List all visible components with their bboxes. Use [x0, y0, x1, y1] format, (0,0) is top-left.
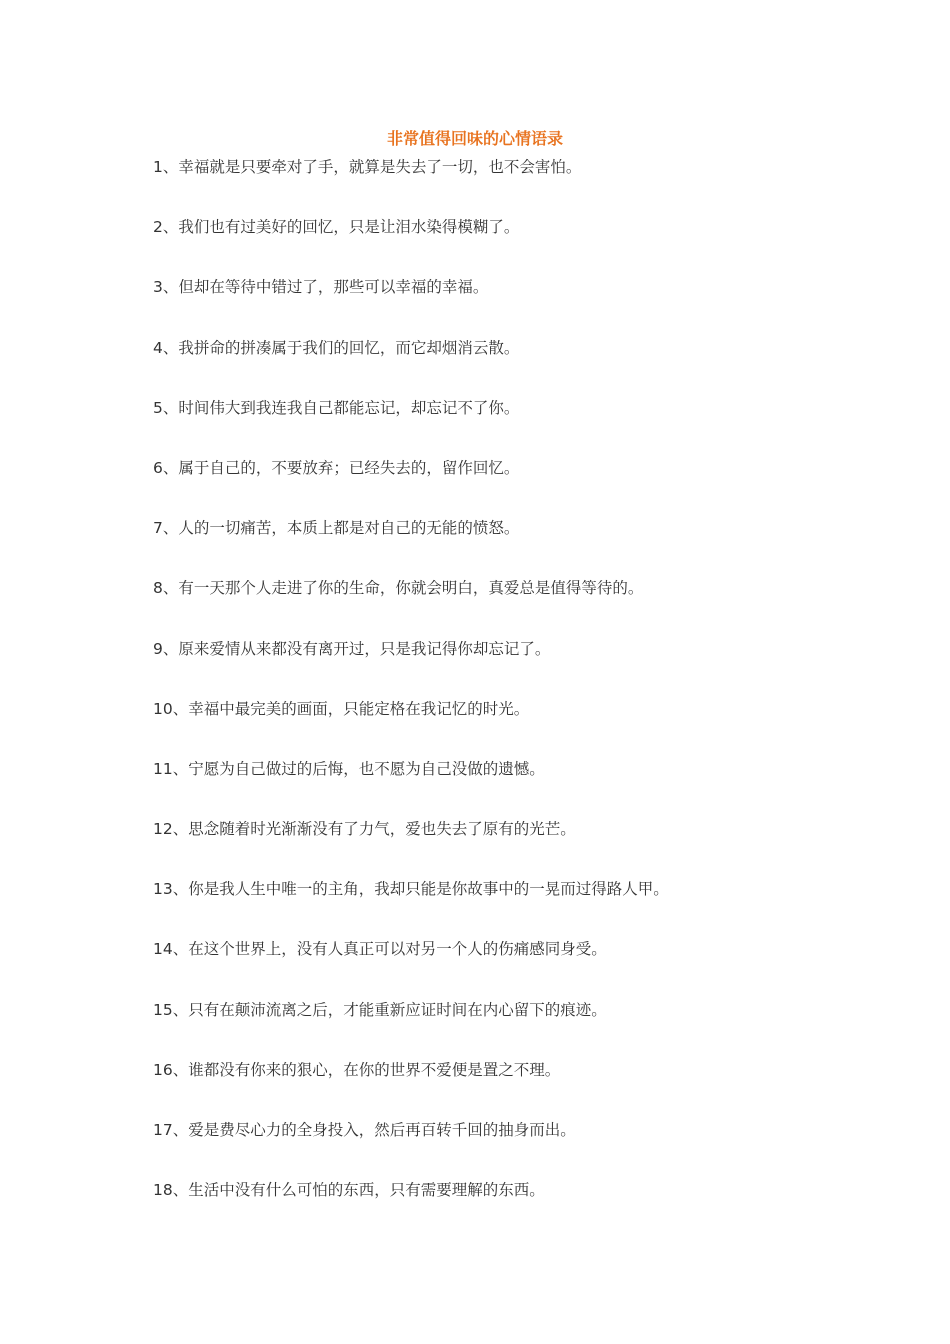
quote-item: 6、属于自己的，不要放弃；已经失去的，留作回忆。 — [153, 458, 520, 477]
quote-item: 1、幸福就是只要牵对了手，就算是失去了一切，也不会害怕。 — [153, 158, 582, 176]
quote-item: 16、谁都没有你来的狠心，在你的世界不爱便是置之不理。 — [153, 1060, 561, 1079]
quote-item: 4、我拼命的拼凑属于我们的回忆，而它却烟消云散。 — [153, 338, 520, 357]
quote-item: 15、只有在颠沛流离之后，才能重新应证时间在内心留下的痕迹。 — [153, 1000, 607, 1019]
quote-item: 14、在这个世界上，没有人真正可以对另一个人的伤痛感同身受。 — [153, 940, 607, 959]
quote-item: 3、但却在等待中错过了，那些可以幸福的幸福。 — [153, 278, 489, 297]
quote-item: 8、有一天那个人走进了你的生命，你就会明白，真爱总是值得等待的。 — [153, 579, 644, 598]
quote-item: 5、时间伟大到我连我自己都能忘记，却忘记不了你。 — [153, 398, 520, 417]
quote-item: 9、原来爱情从来都没有离开过，只是我记得你却忘记了。 — [153, 639, 551, 658]
quote-item: 13、你是我人生中唯一的主角，我却只能是你故事中的一晃而过得路人甲。 — [153, 880, 669, 899]
quote-item: 7、人的一切痛苦，本质上都是对自己的无能的愤怒。 — [153, 519, 520, 538]
quote-item: 11、宁愿为自己做过的后悔，也不愿为自己没做的遗憾。 — [153, 759, 545, 778]
quote-item: 17、爱是费尽心力的全身投入，然后再百转千回的抽身而出。 — [153, 1121, 576, 1139]
quote-item: 12、思念随着时光渐渐没有了力气，爱也失去了原有的光芒。 — [153, 820, 576, 839]
quote-item: 18、生活中没有什么可怕的东西，只有需要理解的东西。 — [153, 1181, 545, 1200]
document-title: 非常值得回味的心情语录 — [386, 129, 563, 148]
quote-item: 10、幸福中最完美的画面，只能定格在我记忆的时光。 — [153, 699, 530, 718]
quote-item: 2、我们也有过美好的回忆，只是让泪水染得模糊了。 — [153, 218, 520, 237]
quote-list — [153, 156, 853, 1239]
